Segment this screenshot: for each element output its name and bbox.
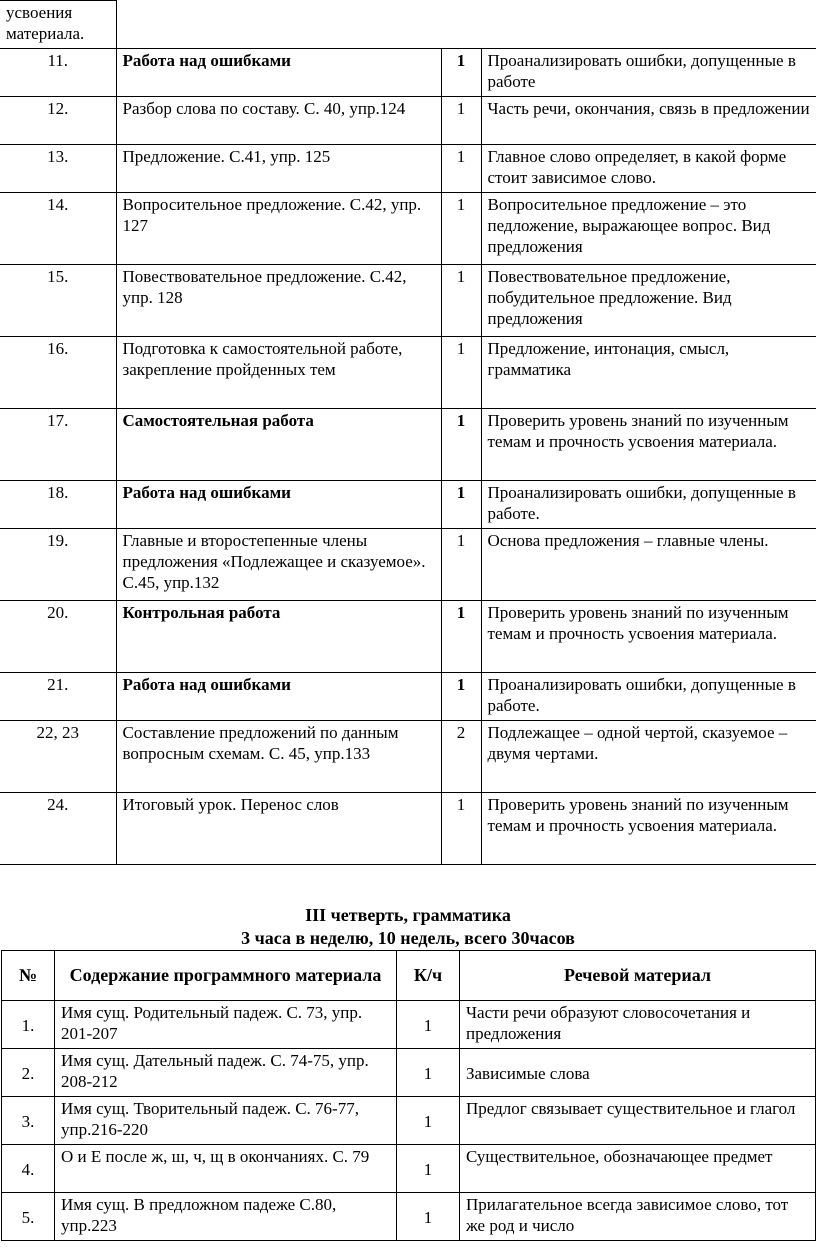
table-row xyxy=(0,49,816,97)
row-topic: Имя сущ. Творительный падеж. С. 76-77, упр.216-220 xyxy=(55,1097,397,1145)
row-material: Прилагательное всегда зависимое слово, тот же род и число xyxy=(460,1193,816,1241)
row-topic: Имя сущ. Дательный падеж. С. 74-75, упр. 208-212 xyxy=(55,1049,397,1097)
row-number: 12. xyxy=(0,97,116,145)
row-material: Части речи образуют словосочетания и предложения xyxy=(460,1001,816,1049)
lesson-plan-table-q3 xyxy=(1,950,816,1241)
row-material: Проверить уровень знаний по изученным темам и прочность усвоения материала. xyxy=(481,601,816,673)
row-hours: 1 xyxy=(397,1145,460,1193)
table-row xyxy=(0,673,816,721)
row-material: Предлог связывает существительное и глагол xyxy=(460,1097,816,1145)
row-number: 19. xyxy=(0,529,116,601)
row-number: 16. xyxy=(0,337,116,409)
row-material: Повествовательное предложение, побудительное предложение. Вид предложения xyxy=(481,265,816,337)
row-hours: 1 xyxy=(397,1193,460,1241)
row-topic: О и Е после ж, ш, ч, щ в окончаниях. С. 79 xyxy=(55,1145,397,1193)
header-material: Речевой материал xyxy=(460,951,816,1001)
table-row xyxy=(0,721,816,793)
row-material: Часть речи, окончания, связь в предложении xyxy=(481,97,816,145)
row-material: Проанализировать ошибки, допущенные в работе. xyxy=(481,481,816,529)
row-number: 24. xyxy=(0,793,116,865)
row-number: 13. xyxy=(0,145,116,193)
row-material: Подлежащее – одной чертой, сказуемое – двумя чертами. xyxy=(481,721,816,793)
row-hours: 1 xyxy=(441,97,481,145)
row-topic: Имя сущ. В предложном падеже С.80, упр.223 xyxy=(55,1193,397,1241)
section-title: III четверть, грамматика xyxy=(305,905,511,925)
row-hours: 1 xyxy=(441,265,481,337)
row-material: Предложение, интонация, смысл, грамматика xyxy=(481,337,816,409)
row-hours: 1 xyxy=(441,145,481,193)
row-topic: Разбор слова по составу. С. 40, упр.124 xyxy=(116,97,441,145)
table-row xyxy=(0,1,816,49)
row-number: 22, 23 xyxy=(0,721,116,793)
row-number: 18. xyxy=(0,481,116,529)
row-topic: Предложение. С.41, упр. 125 xyxy=(116,145,441,193)
row-topic: Подготовка к самостоятельной работе, закрепление пройденных тем xyxy=(116,337,441,409)
row-topic: Работа над ошибками xyxy=(116,481,441,529)
row-topic: Контрольная работа xyxy=(116,601,441,673)
row-material: Существительное, обозначающее предмет xyxy=(460,1145,816,1193)
row-number: 2. xyxy=(2,1049,55,1097)
row-number: 21. xyxy=(0,673,116,721)
table-row xyxy=(2,1097,816,1145)
row-hours: 1 xyxy=(441,481,481,529)
row-number: 1. xyxy=(2,1001,55,1049)
row-hours: 1 xyxy=(397,1049,460,1097)
row-number: 20. xyxy=(0,601,116,673)
table-row xyxy=(0,337,816,409)
row-number: 17. xyxy=(0,409,116,481)
table-row xyxy=(2,1001,816,1049)
row-hours: 1 xyxy=(441,337,481,409)
row-hours: 1 xyxy=(441,193,481,265)
table-row xyxy=(0,409,816,481)
row-material: Вопросительное предложение – это педложение, выражающее вопрос. Вид предложения xyxy=(481,193,816,265)
row-material: Зависимые слова xyxy=(460,1049,816,1097)
row-hours: 1 xyxy=(397,1001,460,1049)
table-header-row xyxy=(2,951,816,1001)
row-topic: Главные и второстепенные члены предложения «Подлежащее и сказуемое». С.45, упр.132 xyxy=(116,529,441,601)
row-hours: 1 xyxy=(441,49,481,97)
table-row xyxy=(0,145,816,193)
table-row xyxy=(2,1049,816,1097)
row-topic: Составление предложений по данным вопросным схемам. С. 45, упр.133 xyxy=(116,721,441,793)
row-topic: Самостоятельная работа xyxy=(116,409,441,481)
header-content: Содержание программного материала xyxy=(55,951,397,1001)
row-material: Проверить уровень знаний по изученным темам и прочность усвоения материала. xyxy=(481,793,816,865)
row-topic: Работа над ошибками xyxy=(116,673,441,721)
row-number: 15. xyxy=(0,265,116,337)
table-row xyxy=(2,1145,816,1193)
table-row xyxy=(0,97,816,145)
row-material: Проанализировать ошибки, допущенные в работе xyxy=(481,49,816,97)
table-row xyxy=(2,1193,816,1241)
row-number: 14. xyxy=(0,193,116,265)
table-row xyxy=(0,481,816,529)
carry-over-cell: усвоения материала. xyxy=(0,1,116,49)
row-number: 11. xyxy=(0,49,116,97)
table-row xyxy=(0,265,816,337)
table-row xyxy=(0,793,816,865)
row-material: Проанализировать ошибки, допущенные в работе. xyxy=(481,673,816,721)
row-hours: 1 xyxy=(441,601,481,673)
row-hours: 1 xyxy=(441,409,481,481)
row-hours: 1 xyxy=(441,529,481,601)
section-subtitle: 3 часа в неделю, 10 недель, всего 30часов xyxy=(241,928,575,948)
table-row xyxy=(0,529,816,601)
row-hours: 1 xyxy=(441,793,481,865)
row-hours: 1 xyxy=(397,1097,460,1145)
table-row xyxy=(0,193,816,265)
row-material: Проверить уровень знаний по изученным темам и прочность усвоения материала. xyxy=(481,409,816,481)
row-number: 4. xyxy=(2,1145,55,1193)
row-material: Главное слово определяет, в какой форме стоит зависимое слово. xyxy=(481,145,816,193)
row-topic: Вопросительное предложение. С.42, упр. 127 xyxy=(116,193,441,265)
row-hours: 2 xyxy=(441,721,481,793)
row-hours: 1 xyxy=(441,673,481,721)
row-topic: Итоговый урок. Перенос слов xyxy=(116,793,441,865)
row-topic: Имя сущ. Родительный падеж. С. 73, упр. 201-207 xyxy=(55,1001,397,1049)
table-row xyxy=(0,601,816,673)
header-hours: К/ч xyxy=(397,951,460,1001)
row-topic: Повествовательное предложение. С.42, упр. 128 xyxy=(116,265,441,337)
row-material: Основа предложения – главные члены. xyxy=(481,529,816,601)
row-number: 3. xyxy=(2,1097,55,1145)
header-number: № xyxy=(2,951,55,1001)
row-number: 5. xyxy=(2,1193,55,1241)
row-topic: Работа над ошибками xyxy=(116,49,441,97)
